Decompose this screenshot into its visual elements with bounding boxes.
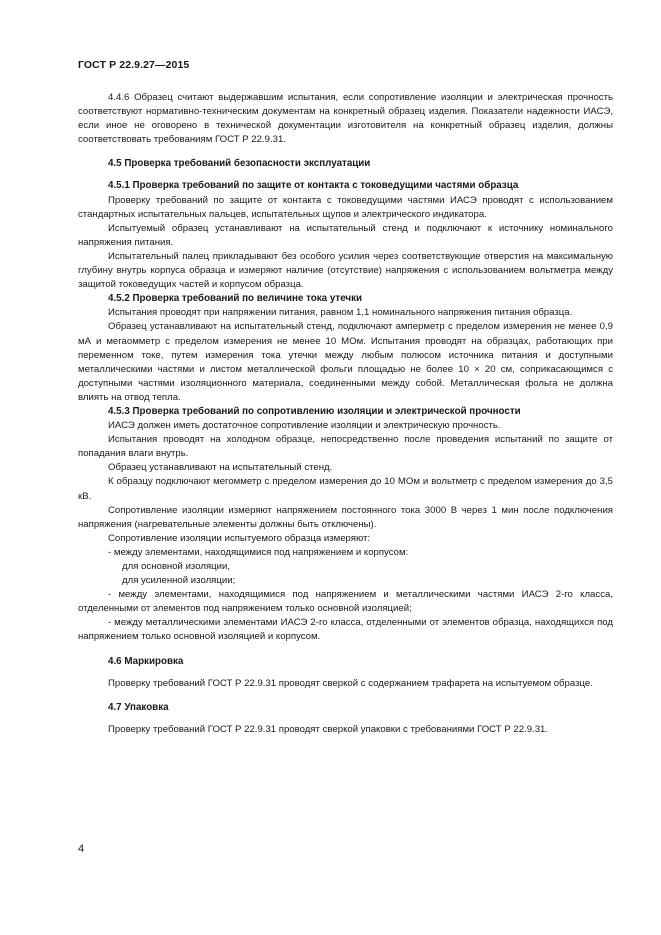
paragraph: К образцу подключают мегомметр с пределом измерения до 10 МОм и вольтметр с пределом измерения до 3,5 кВ. xyxy=(78,476,613,502)
paragraph: Проверку требований ГОСТ Р 22.9.31 проводят сверкой с содержанием трафарета на испытуемом образце. xyxy=(108,677,593,689)
document-header: ГОСТ Р 22.9.27—2015 xyxy=(78,59,190,71)
paragraph: 4.4.6 Образец считают выдержавшим испытания, если сопротивление изоляции и электрическая прочность соответствуют нормативно-техническим документам на конкретный образец изделия. Показатели надежности ИАСЭ, если иное не оговорено в технической документации изготовителя на конкретный образец изделия, должны соответствовать требованиям ГОСТ Р 22.9.31. xyxy=(78,92,613,146)
section-heading: 4.6 Маркировка xyxy=(108,655,184,667)
subsection-heading: 4.5.3 Проверка требований по сопротивлению изоляции и электрической прочности xyxy=(108,405,521,417)
paragraph: Образец устанавливают на испытательный стенд. xyxy=(108,462,333,474)
subsection-heading: 4.5.1 Проверка требований по защите от контакта с токоведущими частями образца xyxy=(108,180,519,192)
paragraph: ИАСЭ должен иметь достаточное сопротивление изоляции и электрическую прочность. xyxy=(108,420,501,432)
list-item: - между элементами, находящимися под напряжением и металлическими частями ИАСЭ 2-го класса, отделенными от элементов под напряжением только основной изоляцией; xyxy=(78,589,613,615)
paragraph: Проверку требований по защите от контакта с токоведущими частями ИАСЭ проводят с использованием стандартных испытательных пальцев, испытательных щупов и электрического индикатора. xyxy=(78,194,613,220)
paragraph: Сопротивление изоляции испытуемого образца измеряют: xyxy=(108,532,371,544)
list-item: - между металлическими элементами ИАСЭ 2-го класса, отделенными от элементов образца, находящихся под напряжением только основной изоляцией и корпусом. xyxy=(78,617,613,643)
document-body xyxy=(78,91,613,737)
subsection-heading: 4.5.2 Проверка требований по величине тока утечки xyxy=(108,293,363,305)
section-heading: 4.7 Упаковка xyxy=(108,701,169,713)
paragraph: Испытательный палец прикладывают без особого усилия через соответствующие отверстия на максимальную глубину внутрь корпуса образца и измеряют наличие (отсутствие) напряжения с использованием вольтметра между защитой токоведущих частей и корпусом образца. xyxy=(78,250,613,291)
page-number: 4 xyxy=(78,843,85,855)
list-item: - между элементами, находящимися под напряжением и корпусом: xyxy=(108,546,409,558)
paragraph: Испытания проводят при напряжении питания, равном 1,1 номинального напряжения питания образца. xyxy=(108,307,573,319)
list-item: для усиленной изоляции; xyxy=(122,575,236,587)
paragraph: Сопротивление изоляции измеряют напряжением постоянного тока 3000 В через 1 мин после подключения напряжения (нагревательные элементы должны быть отключены). xyxy=(78,504,613,530)
paragraph: Испытания проводят на холодном образце, непосредственно после проведения испытаний по защите от попадания влаги внутрь. xyxy=(78,434,613,460)
paragraph: Испытуемый образец устанавливают на испытательный стенд и подключают к источнику номинального напряжения питания. xyxy=(78,222,613,248)
paragraph: Образец устанавливают на испытательный стенд, подключают амперметр с пределом измерения не менее 0,9 мА и мегаомметр с пределом измерения не менее 10 МОм. Испытания проводят на образцах, работающих при переменном токе, путем измерения тока утечки между любым полюсом источника питания и доступными металлическими частями и листом металлической фольги площадью не более 10 × 20 см, соприкасающимся с доступными частями изоляционного материала, соединенными между собой. Металлическая фольга не должна влиять на отвод тепла. xyxy=(78,321,613,403)
section-heading: 4.5 Проверка требований безопасности эксплуатации xyxy=(108,158,371,170)
paragraph: Проверку требований ГОСТ Р 22.9.31 проводят сверкой упаковки с требованиями ГОСТ Р 22.9.31. xyxy=(108,723,549,735)
list-item: для основной изоляции, xyxy=(122,561,231,572)
